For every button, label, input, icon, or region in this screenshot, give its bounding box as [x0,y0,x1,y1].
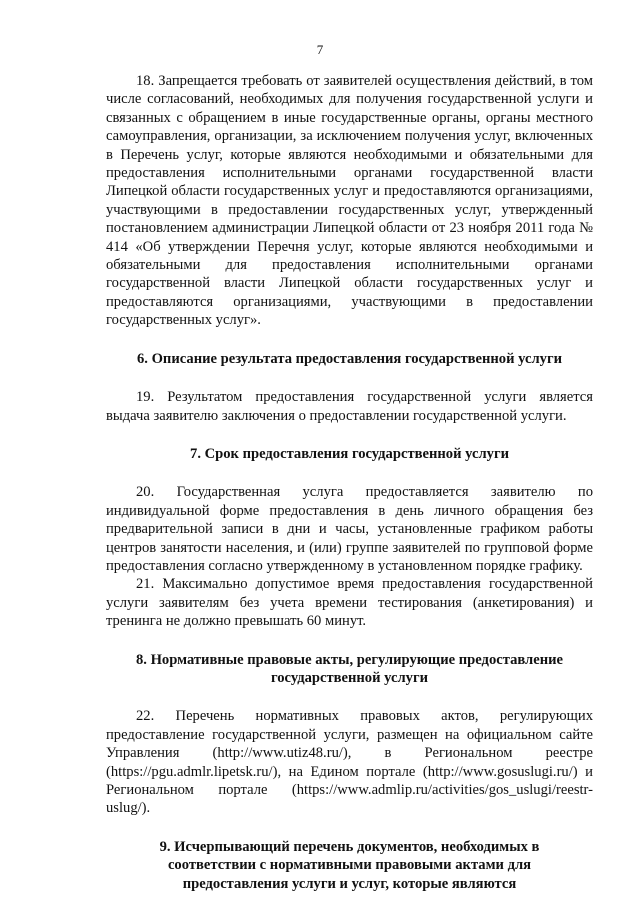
paragraph-21: 21. Максимально допустимое время предоставления государственной услуги заявителям без учета времени тестирования (анкетирования) и тренинга не должно превышать 60 минут. [106,576,593,630]
page-number: 7 [316,42,324,57]
paragraph-19: 19. Результатом предоставления государственной услуги является выдача заявителю заключения о предоставлении государственной услуги. [106,389,593,424]
section-heading-6: 6. Описание результата предоставления государственной услуги [136,350,562,367]
document-body [106,72,593,893]
section-heading-9: 9. Исчерпывающий перечень документов, необходимых в соответствии с нормативными правовыми актами для предоставления услуги и услуг, которые являются [159,838,540,892]
paragraph-18: 18. Запрещается требовать от заявителей осуществления действий, в том числе согласований, необходимых для получения государственной услуги и связанных с обращением в иные государственные органы, органы местного самоуправления, организации, за исключением получения услуг, включенных в Перечень услуг, которые являются необходимыми и обязательными для предоставления исполнительными органами государственной власти Липецкой области государственных услуг и предоставляются организациями, участвующими в предоставлении государственных услуг, утвержденный постановлением администрации Липецкой области от 23 ноября 2011 года № 414 «Об утверждении Перечня услуг, которые являются необходимыми и обязательными для предоставления исполнительными органами государственной власти Липецкой области государственных услуг и предоставляются организациями, участвующими в предоставлении государственных услуг». [106,73,593,329]
paragraph-20: 20. Государственная услуга предоставляется заявителю по индивидуальной форме предоставления в день личного обращения без предварительной записи в дни и часы, установленные графиком работы центров занятости населения, и (или) группе заявителей по групповой форме предоставления согласно утвержденному в установленном порядке графику. [106,484,593,574]
section-heading-7: 7. Срок предоставления государственной услуги [190,445,509,462]
section-heading-8: 8. Нормативные правовые акты, регулирующие предоставление государственной услуги [135,651,564,686]
paragraph-22: 22. Перечень нормативных правовых актов, регулирующих предоставление государственной услуги, размещен на официальном сайте Управления (http://www.utiz48.ru/), в Региональном реестре (https://pgu.admlr.lipetsk.ru/), на Едином портале (http://www.gosuslugi.ru/) и Региональном портале (https://www.admlip.ru/activities/gos_uslugi/reestr-uslug/). [106,708,593,817]
